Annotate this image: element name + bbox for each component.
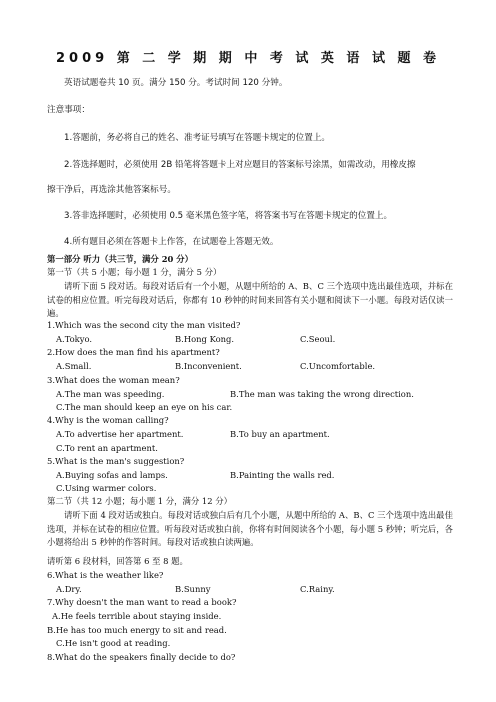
option-c: C.Rainy.: [300, 584, 335, 594]
question-stem: 6.What is the weather like?: [47, 570, 164, 580]
option-c: C.He isn't good at reading.: [56, 638, 171, 648]
option-c: C.To rent an apartment.: [56, 443, 158, 453]
option-b: B.He has too much energy to sit and read.: [47, 625, 227, 635]
notice-item: 4.所有题目必须在答题卡上作答，在试题卷上答题无效。: [64, 237, 279, 247]
question-stem: 8.What do the speakers finally decide to do?: [47, 652, 236, 662]
option-a: A.Tokyo.: [56, 334, 93, 344]
option-b: B.Hong Kong.: [175, 334, 235, 344]
option-a: A.The man was speeding.: [56, 389, 165, 399]
question-stem: 3.What does the woman mean?: [47, 375, 180, 385]
notice-heading: 注意事项：: [47, 105, 90, 115]
option-b: B.Painting the walls red.: [230, 470, 335, 480]
exam-intro: 英语试题卷共 10 页。满分 150 分。考试时间 120 分钟。: [64, 78, 288, 88]
page-title: 2009 第 二 学 期 期 中 考 试 英 语 试 题 卷: [55, 51, 441, 66]
option-c: C.Uncomfortable.: [300, 361, 376, 371]
question-stem: 2.How does the man find his apartment?: [47, 347, 220, 357]
option-c: C.The man should keep an eye on his car.: [56, 402, 233, 412]
option-a: A.Dry.: [56, 584, 82, 594]
dialog-note: 请听第 6 段材料，回答第 6 至 8 题。: [47, 556, 188, 566]
section-instructions: 请听下面 4 段对话或独白。每段对话或独白后有几个小题，从题中所给的 A、B、C 三个选项中选出最佳选项，并标在试卷的相应位置。听每段对话或独白前，你将有时间阅读各个小题，每小题 5 秒钟；听完后，各小题将给出 5 秒钟的作答时间。每段对话或独白读两遍。: [47, 510, 453, 547]
section-instructions: 请听下面 5 段对话。每段对话后有一个小题，从题中所给的 A、B、C 三个选项中选出最佳选项，并标在试卷的相应位置。听完每段对话后，你都有 10 秒钟的时间来回答有关小题和阅读下一小题。每段对话仅读一遍。: [47, 281, 453, 318]
question-stem: 5.What is the man's suggestion?: [47, 456, 185, 466]
option-a: A.He feels terrible about staying inside.: [52, 611, 222, 621]
notice-item-continued: 擦干净后，再选涂其他答案标号。: [47, 185, 176, 195]
notice-item: 1.答题前，务必将自己的姓名、准考证号填写在答题卡规定的位置上。: [64, 133, 331, 143]
option-b: B.Inconvenient.: [175, 361, 242, 371]
option-a: A.Buying sofas and lamps.: [56, 470, 168, 480]
option-a: A.To advertise her apartment.: [56, 429, 184, 439]
section-heading: 第一节（共 5 小题；每小题 1 分，满分 5 分）: [47, 267, 222, 277]
option-a: A.Small.: [56, 361, 92, 371]
notice-item: 2.答选择题时，必须使用 2B 铅笔将答题卡上对应题目的答案标号涂黑，如需改动，用橡皮擦: [64, 160, 416, 170]
notice-item: 3.答非选择题时，必须使用 0.5 毫米黑色签字笔，将答案书写在答题卡规定的位置上。: [64, 211, 393, 221]
question-stem: 4.Why is the woman calling?: [47, 415, 169, 425]
option-b: B.Sunny: [175, 584, 211, 594]
section-heading: 第二节（共 12 小题；每小题 1 分，满分 12 分）: [47, 496, 232, 506]
option-c: C.Seoul.: [300, 334, 336, 344]
option-c: C.Using warmer colors.: [56, 483, 157, 493]
option-b: B.The man was taking the wrong direction.: [230, 389, 414, 399]
question-stem: 7.Why doesn't the man want to read a book?: [47, 597, 237, 607]
option-b: B.To buy an apartment.: [230, 429, 330, 439]
question-stem: 1.Which was the second city the man visited?: [47, 320, 241, 330]
part-heading: 第一部分 听力（共三节，满分 20 分）: [47, 254, 194, 264]
